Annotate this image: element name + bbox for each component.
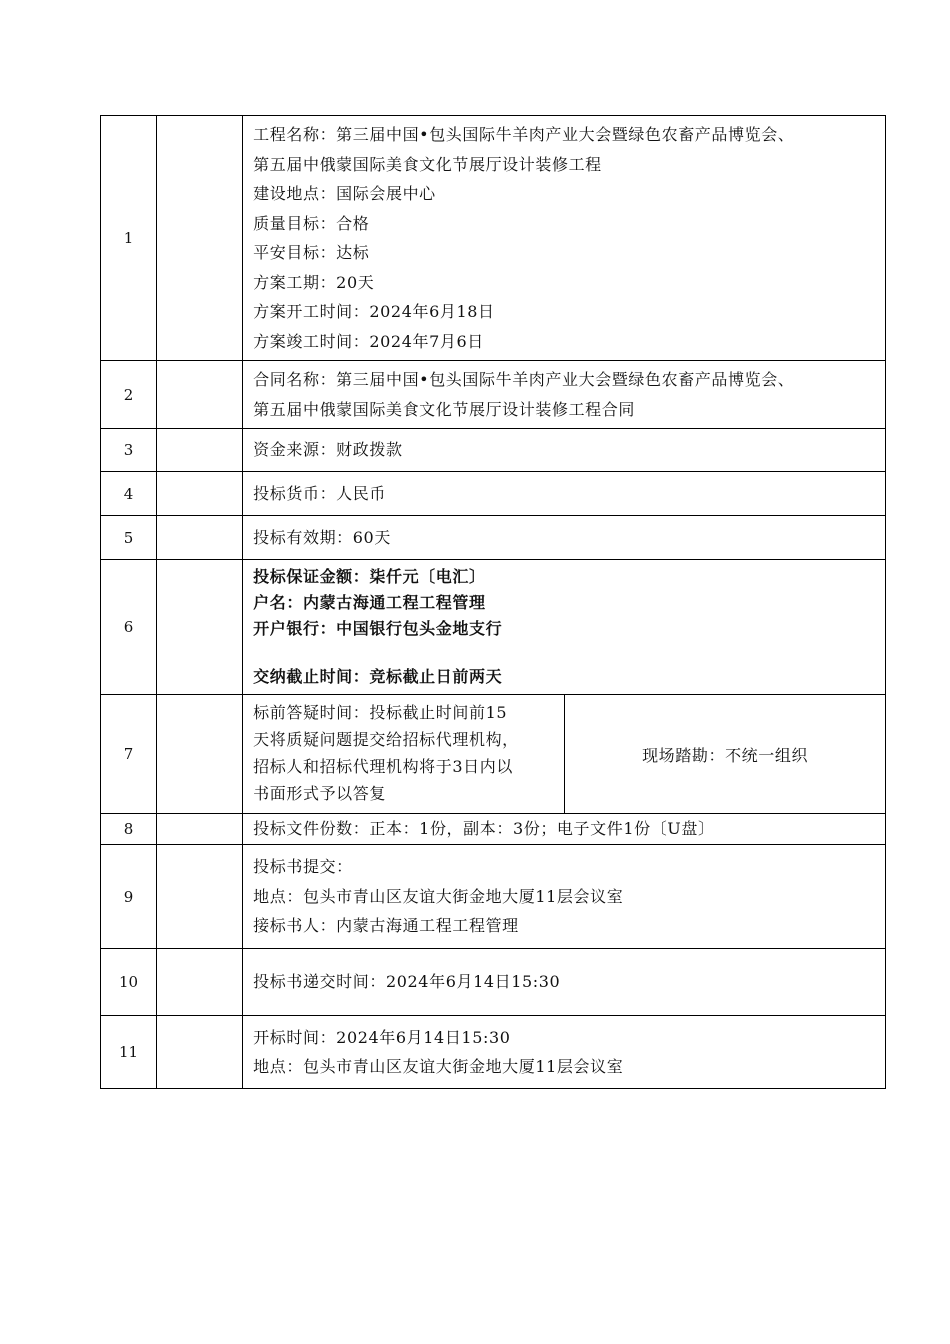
row-number: 6: [101, 560, 157, 695]
bid-info-table: [100, 115, 886, 1089]
pre-bid-qa-line-2: 天将质疑问题提交给招标代理机构，: [253, 730, 519, 749]
content-cell: [243, 116, 886, 361]
pre-bid-qa-line-1: 标前答疑时间：投标截止时间前15: [253, 703, 508, 722]
content-cell: [243, 1016, 886, 1089]
blank-cell: [157, 116, 243, 361]
bid-opening-location: 地点：包头市青山区友谊大街金地大厦11层会议室: [253, 1057, 624, 1076]
blank-cell: [157, 1016, 243, 1089]
row-number: 11: [101, 1016, 157, 1089]
row-number: 2: [101, 361, 157, 429]
site-visit: 现场踏勘：不统一组织: [642, 745, 809, 765]
bid-opening-time: 开标时间：2024年6月14日15:30: [253, 1027, 511, 1047]
row-number: 9: [101, 845, 157, 949]
construction-location: 建设地点：国际会展中心: [253, 184, 436, 203]
planned-completion-date: 方案竣工时间：2024年7月6日: [253, 331, 484, 351]
account-name: 户名：内蒙古海通工程工程管理: [253, 593, 486, 612]
funding-source: 资金来源：财政拨款: [253, 440, 403, 460]
row-number: 10: [101, 949, 157, 1016]
table-row: [101, 116, 886, 361]
row-number: 5: [101, 516, 157, 560]
table-row: [101, 560, 886, 695]
quality-target: 质量目标：合格: [253, 213, 370, 233]
blank-cell: [157, 845, 243, 949]
blank-cell: [157, 949, 243, 1016]
table-row: [101, 814, 886, 845]
content-cell: [243, 845, 886, 949]
blank-cell: [157, 361, 243, 429]
table-row: [101, 1016, 886, 1089]
content-cell: [243, 516, 886, 560]
content-cell: [243, 560, 886, 695]
blank-cell: [157, 560, 243, 695]
pre-bid-qa-line-3: 招标人和招标代理机构将于3日内以: [253, 757, 513, 776]
bid-validity: 投标有效期：60天: [253, 527, 391, 547]
content-cell: [243, 949, 886, 1016]
row-number: 8: [101, 814, 157, 845]
opening-bank: 开户银行：中国银行包头金地支行: [253, 619, 503, 638]
bid-submission-time: 投标书递交时间：2024年6月14日15:30: [253, 972, 561, 992]
table-row: [101, 695, 886, 814]
spacer: [253, 642, 877, 664]
contract-name-line-1: 合同名称：第三届中国•包头国际牛羊肉产业大会暨绿色农畜产品博览会、: [253, 370, 795, 389]
bid-currency: 投标货币：人民币: [253, 483, 386, 503]
safety-target: 平安目标：达标: [253, 243, 370, 262]
table-row: [101, 361, 886, 429]
bid-document-copies: 投标文件份数：正本：1份，副本：3份；电子文件1份〔U盘〕: [253, 819, 715, 838]
content-cell: [243, 814, 886, 845]
blank-cell: [157, 472, 243, 516]
row-number: 1: [101, 116, 157, 361]
pre-bid-qa-cell: [243, 695, 565, 813]
table-row: [101, 949, 886, 1016]
bid-submission-heading: 投标书提交：: [253, 857, 353, 877]
planned-duration: 方案工期：20天: [253, 272, 375, 292]
submission-location: 地点：包头市青山区友谊大街金地大厦11层会议室: [253, 886, 624, 906]
row-number: 3: [101, 429, 157, 472]
blank-cell: [157, 695, 243, 814]
content-cell: [243, 361, 886, 429]
planned-start-date: 方案开工时间：2024年6月18日: [253, 302, 495, 321]
contract-name-line-2: 第五届中俄蒙国际美食文化节展厅设计装修工程合同: [253, 399, 635, 419]
row-number: 4: [101, 472, 157, 516]
blank-cell: [157, 814, 243, 845]
content-cell: [243, 429, 886, 472]
row-number: 7: [101, 695, 157, 814]
project-name-line-1: 工程名称：第三届中国•包头国际牛羊肉产业大会暨绿色农畜产品博览会、: [253, 125, 795, 144]
table-row: [101, 845, 886, 949]
table-row: [101, 472, 886, 516]
blank-cell: [157, 429, 243, 472]
pre-bid-qa-line-4: 书面形式予以答复: [253, 784, 386, 803]
blank-cell: [157, 516, 243, 560]
content-cell: [243, 472, 886, 516]
bid-receiver: 接标书人：内蒙古海通工程工程管理: [253, 916, 519, 936]
bid-deposit-amount: 投标保证金额：柒仟元〔电汇〕: [253, 567, 486, 586]
project-name-line-2: 第五届中俄蒙国际美食文化节展厅设计装修工程: [253, 154, 602, 174]
content-cell: [243, 695, 886, 814]
site-visit-cell: [565, 695, 885, 813]
payment-deadline: 交纳截止时间：竞标截止日前两天: [253, 667, 503, 686]
table-row: [101, 516, 886, 560]
table-row: [101, 429, 886, 472]
split-container: [243, 695, 885, 813]
